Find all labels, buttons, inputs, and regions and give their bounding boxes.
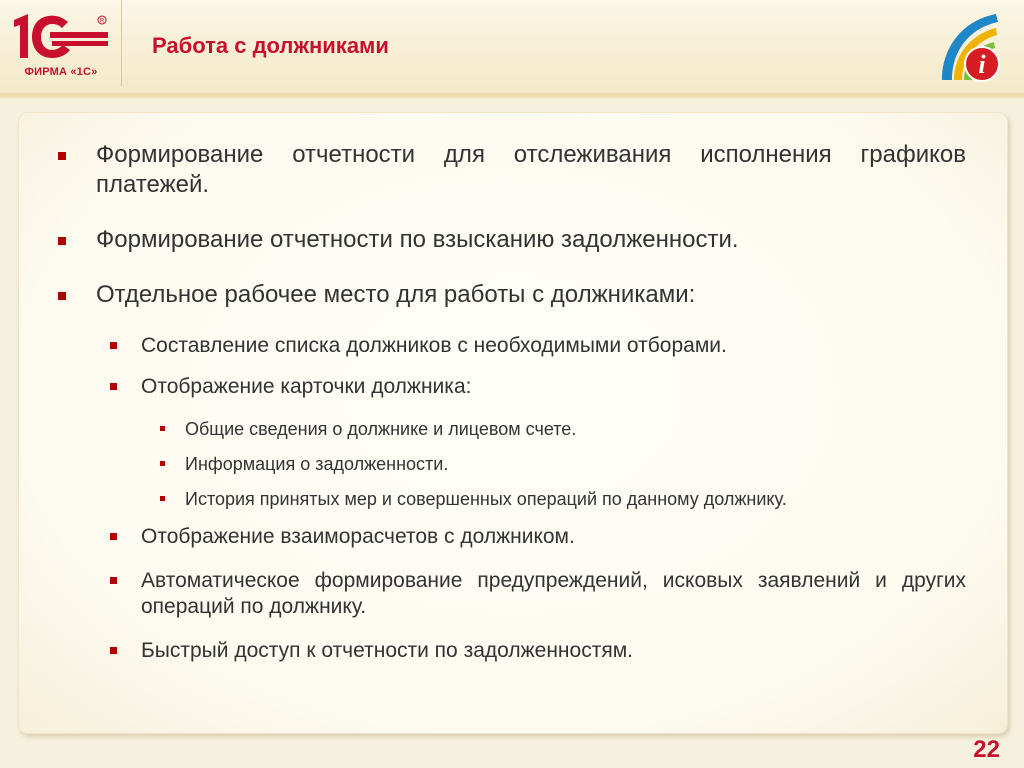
list-item-text: Общие сведения о должнике и лицевом счете. (185, 419, 577, 439)
header-vertical-divider (121, 0, 122, 86)
list-item (141, 333, 966, 359)
list-item (185, 453, 965, 475)
list-item (141, 524, 966, 550)
list-item-text: Автоматическое формирование предупреждений, исковых заявлений и других операций по должнику. (141, 569, 966, 618)
list-item-text: Формирование отчетности по взысканию задолженности. (96, 226, 739, 253)
list-item-text: Информация о задолженности. (185, 454, 449, 474)
svg-text:i: i (978, 50, 986, 79)
list-item (96, 140, 966, 200)
bullet-square-icon (110, 577, 117, 584)
bullet-square-icon (110, 342, 117, 349)
bullet-square-icon (160, 426, 165, 431)
list-item-text: Отображение карточки должника: (141, 375, 472, 398)
1c-logo (6, 8, 116, 84)
list-item-text: Отдельное рабочее место для работы с должниками: (96, 281, 696, 308)
list-item-text: Формирование отчетности для отслеживания исполнения графиков платежей. (96, 141, 966, 198)
list-item (185, 418, 965, 440)
list-item (96, 280, 966, 310)
list-item-text: История принятых мер и совершенных операций по данному должнику. (185, 489, 787, 509)
list-item (141, 638, 966, 664)
bullet-square-icon (110, 533, 117, 540)
bullet-square-icon (58, 237, 66, 245)
bullet-square-icon (160, 496, 165, 501)
list-item (96, 225, 966, 255)
list-item-text: Отображение взаиморасчетов с должником. (141, 525, 575, 548)
header-divider-line (0, 93, 1024, 99)
list-item-text: Быстрый доступ к отчетности по задолженностям. (141, 639, 633, 662)
info-icon (934, 6, 1014, 86)
list-item (141, 568, 966, 620)
svg-text:R: R (99, 18, 105, 25)
page-number: 22 (973, 736, 1000, 763)
bullet-square-icon (160, 461, 165, 466)
slide-title: Работа с должниками (152, 33, 389, 58)
logo-caption: ФИРМА «1С» (24, 66, 98, 78)
bullet-square-icon (110, 647, 117, 654)
bullet-square-icon (58, 292, 66, 300)
bullet-square-icon (110, 383, 117, 390)
bullet-square-icon (58, 152, 66, 160)
list-item (185, 488, 965, 510)
list-item-text: Составление списка должников с необходимыми отборами. (141, 334, 727, 357)
list-item (141, 374, 966, 400)
